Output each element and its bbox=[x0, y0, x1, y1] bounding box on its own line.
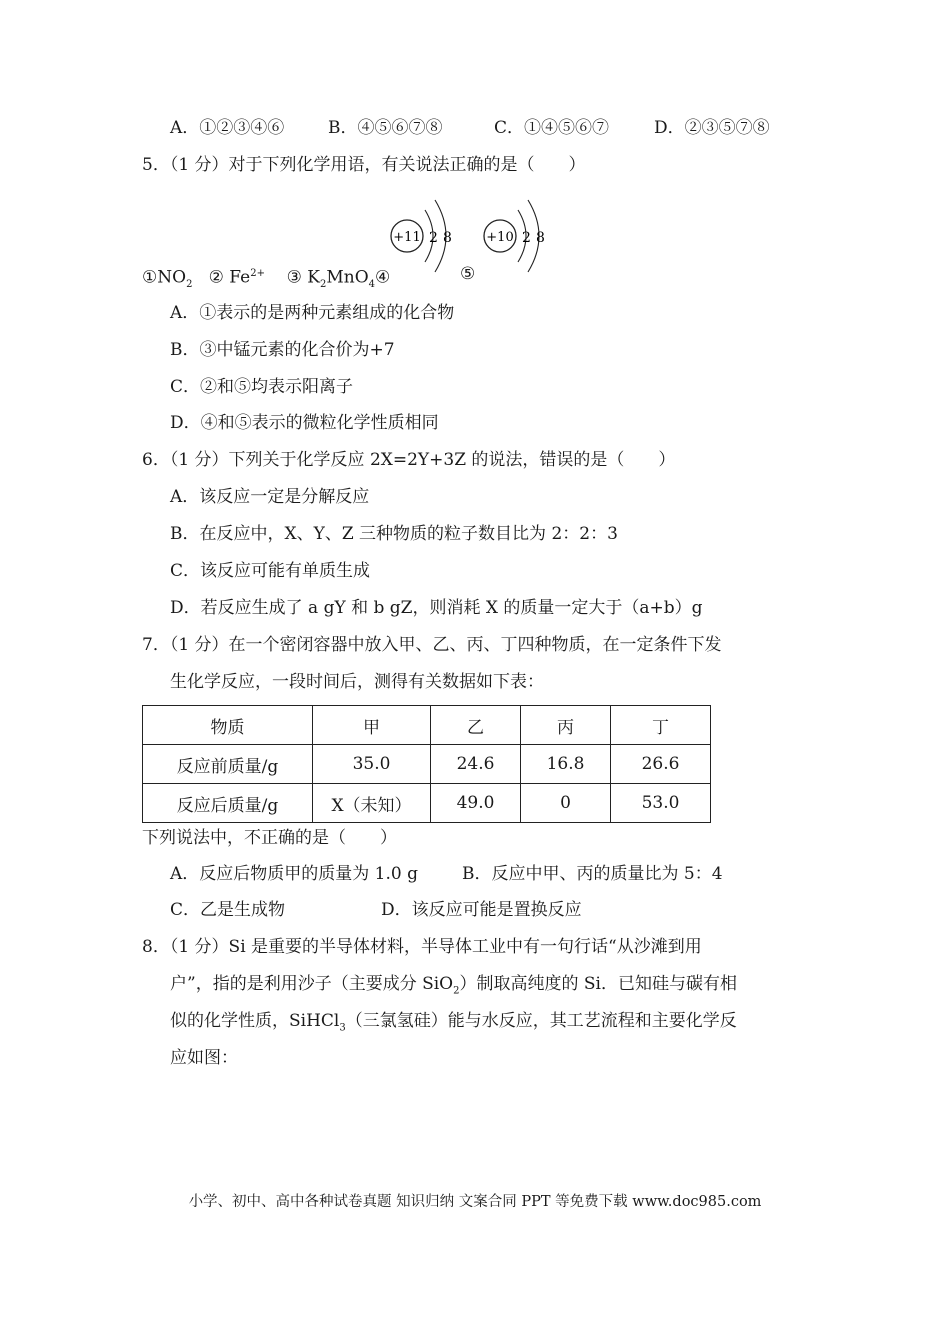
shell2-electrons: 8 bbox=[536, 230, 545, 246]
q6-option-a: A．该反应一定是分解反应 bbox=[170, 487, 370, 507]
table-cell: 49.0 bbox=[431, 784, 521, 823]
q7-after-text: 下列说法中，不正确的是（ ） bbox=[142, 828, 397, 848]
q7-option-a: A．反应后物质甲的质量为 1.0 g bbox=[170, 864, 419, 884]
page-footer: 小学、初中、高中各种试卷真题 知识归纳 文案合同 PPT 等免费下载 www.doc985.com bbox=[188, 1194, 762, 1210]
q5-symbol-5: ⑤ bbox=[460, 264, 476, 284]
table-cell: 26.6 bbox=[611, 745, 711, 784]
q6-option-b: B．在反应中，X、Y、Z 三种物质的粒子数目比为 2：2：3 bbox=[170, 524, 618, 544]
q7-option-d: D．该反应可能是置换反应 bbox=[381, 900, 582, 920]
q6-option-d: D．若反应生成了 a gY 和 b gZ，则消耗 X 的质量一定大于（a+b）g bbox=[170, 598, 703, 618]
shell1-electrons: 2 bbox=[522, 230, 531, 246]
table-header-cell: 丁 bbox=[611, 706, 711, 745]
table-cell: 16.8 bbox=[521, 745, 611, 784]
nucleus-charge: +10 bbox=[486, 230, 514, 245]
shell2-electrons: 8 bbox=[443, 230, 452, 246]
table-cell: 反应前质量/g bbox=[143, 745, 313, 784]
q5-option-d: D．④和⑤表示的微粒化学性质相同 bbox=[170, 413, 439, 433]
atom-diagram-sodium-ion bbox=[385, 192, 465, 280]
q4-option-b: B．④⑤⑥⑦⑧ bbox=[328, 118, 443, 138]
q5-stem: 5．（1 分）对于下列化学用语，有关说法正确的是（ ） bbox=[142, 155, 586, 175]
table-header-cell: 乙 bbox=[431, 706, 521, 745]
atom-diagram-neon bbox=[480, 192, 560, 280]
q8-line1: 8．（1 分）Si 是重要的半导体材料，半导体工业中有一句行话“从沙滩到用 bbox=[142, 937, 702, 957]
table-row bbox=[143, 784, 711, 823]
q7-stem-line2: 生化学反应，一段时间后，测得有关数据如下表： bbox=[170, 672, 544, 692]
table-cell: 0 bbox=[521, 784, 611, 823]
nucleus-charge: +11 bbox=[393, 230, 421, 245]
table-cell: X（未知） bbox=[313, 784, 431, 823]
table-row bbox=[143, 745, 711, 784]
q5-symbols: $①NO_2$ ② $Fe^{2+}$ ③ $K_2MnO_4④$ bbox=[142, 267, 391, 291]
table-cell: 53.0 bbox=[611, 784, 711, 823]
q4-option-c: C．①④⑤⑥⑦ bbox=[494, 118, 610, 138]
q5-option-b: B．③中锰元素的化合价为+7 bbox=[170, 340, 395, 360]
q5-option-a: A．①表示的是两种元素组成的化合物 bbox=[170, 303, 455, 323]
q4-option-a: A．①②③④⑥ bbox=[170, 118, 285, 138]
shell1-electrons: 2 bbox=[429, 230, 438, 246]
q6-stem: 6．（1 分）下列关于化学反应 2X=2Y+3Z 的说法，错误的是（ ） bbox=[142, 450, 676, 470]
q6-option-c: C．该反应可能有单质生成 bbox=[170, 561, 371, 581]
table-cell: 反应后质量/g bbox=[143, 784, 313, 823]
table-cell: 24.6 bbox=[431, 745, 521, 784]
q7-option-c: C．乙是生成物 bbox=[170, 900, 286, 920]
q8-line4: 应如图： bbox=[170, 1048, 238, 1068]
q8-line3: 似的化学性质，SiHCl$_3$（三氯氢硅）能与水反应，其工艺流程和主要化学反 bbox=[170, 1011, 737, 1034]
table-header-cell: 丙 bbox=[521, 706, 611, 745]
q7-option-b: B．反应中甲、丙的质量比为 5：4 bbox=[462, 864, 723, 884]
q7-data-table bbox=[142, 705, 711, 823]
table-cell: 35.0 bbox=[313, 745, 431, 784]
table-header-row bbox=[143, 706, 711, 745]
q4-option-d: D．②③⑤⑦⑧ bbox=[654, 118, 770, 138]
table-header-cell: 甲 bbox=[313, 706, 431, 745]
table-header-cell: 物质 bbox=[143, 706, 313, 745]
q8-line2: 户”，指的是利用沙子（主要成分 SiO$_2$）制取高纯度的 Si．已知硅与碳有相 bbox=[170, 974, 737, 997]
q5-option-c: C．②和⑤均表示阳离子 bbox=[170, 377, 354, 397]
q7-stem-line1: 7．（1 分）在一个密闭容器中放入甲、乙、丙、丁四种物质，在一定条件下发 bbox=[142, 635, 722, 655]
